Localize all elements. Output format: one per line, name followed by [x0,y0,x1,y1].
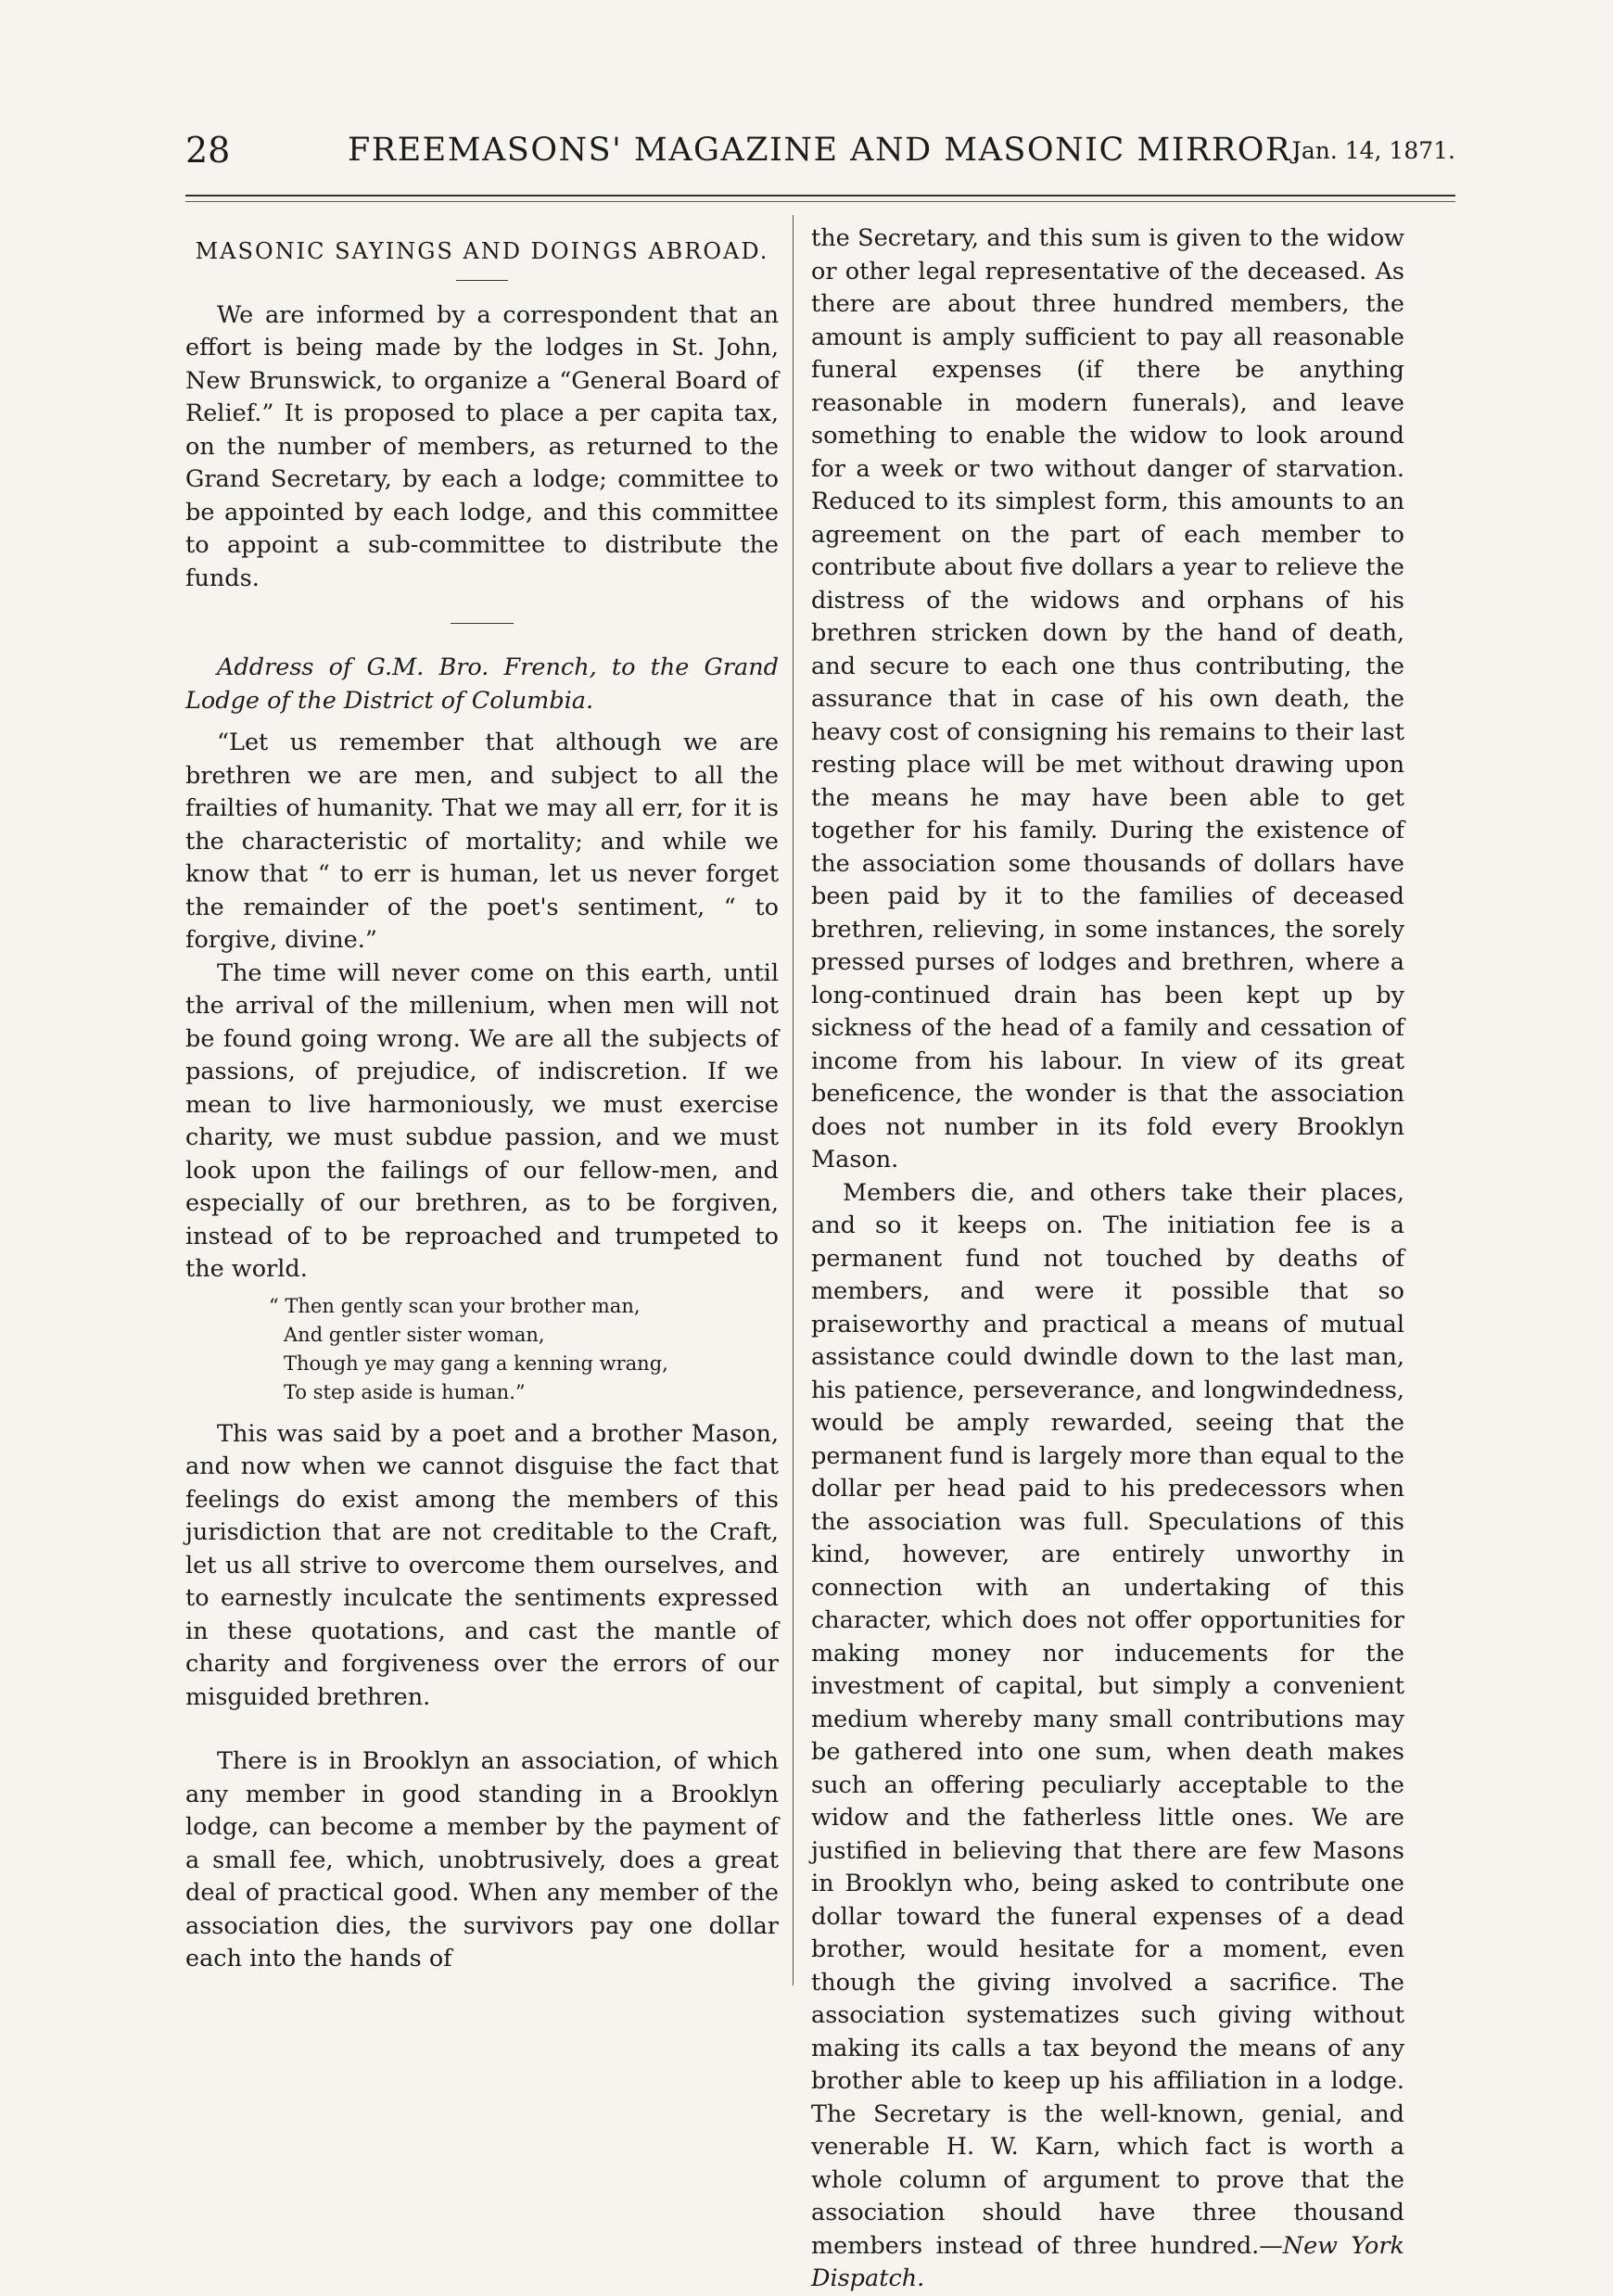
poem-line: To step aside is human.” [284,1380,526,1403]
paragraph-brooklyn-association: There is in Brooklyn an association, of which any member in good standing in a Brooklyn lodge, can become a member by the payment of a small fee, which, unobtrusively, does a great deal of practical good. When any member of the association dies, the survivors pay one dollar each into the hands of [185,1747,779,1973]
poem-line: “ Then gently scan your brother man, [269,1294,641,1317]
column-divider [793,215,794,1985]
article-title: MASONIC SAYINGS AND DOINGS ABROAD. [195,238,769,264]
page-number: 28 [185,130,231,171]
paragraph-members-die-text: Members die, and others take their places, and so it keeps on. The initiation fee is a permanent fund not touched by deaths of members, and were it possible that so praiseworthy and practical a means of mutual assistance could dwindle down to the last man, his patience, perseverance, and longwindedness, would be amply rewarded, seeing that the permanent fund is largely more than equal to the dollar per head paid to his predecessors when the association was full. Speculations of this kind, however, are entirely unworthy in connection with an undertaking of this character, which does not offer opportunities for making money nor inducements for the investment of capital, but simply a convenient medium whereby many small contributions may be gathered into one sum, when death makes such an offering peculiarly acceptable to the widow and the fatherless little ones. We are justified in believing that there are few Masons in Brooklyn who, being asked to contribute one dollar toward the funeral expenses of a dead brother, would hesitate for a moment, even though the giving involved a sacrifice. The association systematizes such giving without making its calls a tax beyond the means of any brother able to keep up his affiliation in a lodge. The Secretary is the well-known, genial, and venerable H. W. Karn, which fact is worth a whole column of argument to prove that the association should have three thousand members instead of three hundred.— [811,1178,1404,2260]
masthead: FREEMASONS' MAGAZINE AND MASONIC MIRROR. [348,132,1303,169]
right-column [811,222,1404,2296]
poem-line: Though ye may gang a kenning wrang, [284,1351,668,1375]
paragraph-secretary: the Secretary, and this sum is given to the widow or other legal representative of the deceased. As there are about three hundred members, the amount is amply sufficient to pay all reasonable funeral expenses (if there be anything reasonable in modern funerals), and leave something to enable the widow to look around for a week or two without danger of starvation. Reduced to its simplest form, this amounts to an agreement on the part of each member to contribute about five dollars a year to relieve the distress of the widows and orphans of his brethren stricken down by the hand of death, and secure to each one thus contributing, the assurance that in case of his own death, the heavy cost of consigning his remains to their last resting place will be met without drawing upon the means he may have been able to get together for his family. During the existence of the association some thousands of dollars have been paid by it to the families of deceased brethren, relieving, in some instances, the sorely pressed purses of lodges and brethren, where a long-continued drain has been kept up by sickness of the head of a family and cessation of income from his labour. In view of its great beneficence, the wonder is that the association does not number in its fold every Brooklyn Mason. [811,224,1404,1173]
section-rule [451,623,514,624]
paragraph-st-john: We are informed by a correspondent that an effort is being made by the lodges in St. John, New Brunswick, to organize a “General Board of Relief.” It is proposed to place a per capita tax, on the number of members, as returned to the Grand Secretary, by each a lodge; committee to be appointed by each lodge, and this committee to appoint a sub-committee to distribute the funds. [185,300,779,592]
left-column [185,222,779,1976]
page-header [185,122,1455,178]
paragraph-members-die [811,1177,1404,2296]
issue-date: Jan. 14, 1871. [1291,137,1455,164]
source-attribution: New York Dispatch. [811,2231,1404,2292]
address-heading: Address of G.M. Bro. French, to the Grand Lodge of the District of Columbia. [185,653,779,715]
poem-quote [269,1292,779,1407]
poem-line: And gentler sister woman, [284,1323,545,1346]
title-rule [456,280,508,281]
paragraph-let-us-remember: “Let us remember that although we are brethren we are men, and subject to all the frailties of humanity. That we may all err, for it is the characteristic of mortality; and while we know that “ to err is human, let us never forget the remainder of the poet's sentiment, “ to forgive, divine.” [185,729,779,954]
header-rule-thick [185,195,1455,197]
header-rule-thin [185,201,1455,202]
paragraph-poet-brother-mason: This was said by a poet and a brother Mason, and now when we cannot disguise the fact that feelings do exist among the members of this jurisdiction that are not creditable to the Craft, let us all strive to overcome them ourselves, and to earnestly inculcate the sentiments expressed in these quotations, and cast the mantle of charity and forgiveness over the errors of our misguided brethren. [185,1419,779,1711]
paragraph-time-will-never: The time will never come on this earth, until the arrival of the millenium, when men will not be found going wrong. We are all the subjects of passions, of prejudice, of indiscretion. If we mean to live harmoniously, we must exercise charity, we must subdue passion, and we must look upon the failings of our fellow-men, and especially of our brethren, as to be forgiven, instead of to be reproached and trumpeted to the world. [185,958,779,1283]
